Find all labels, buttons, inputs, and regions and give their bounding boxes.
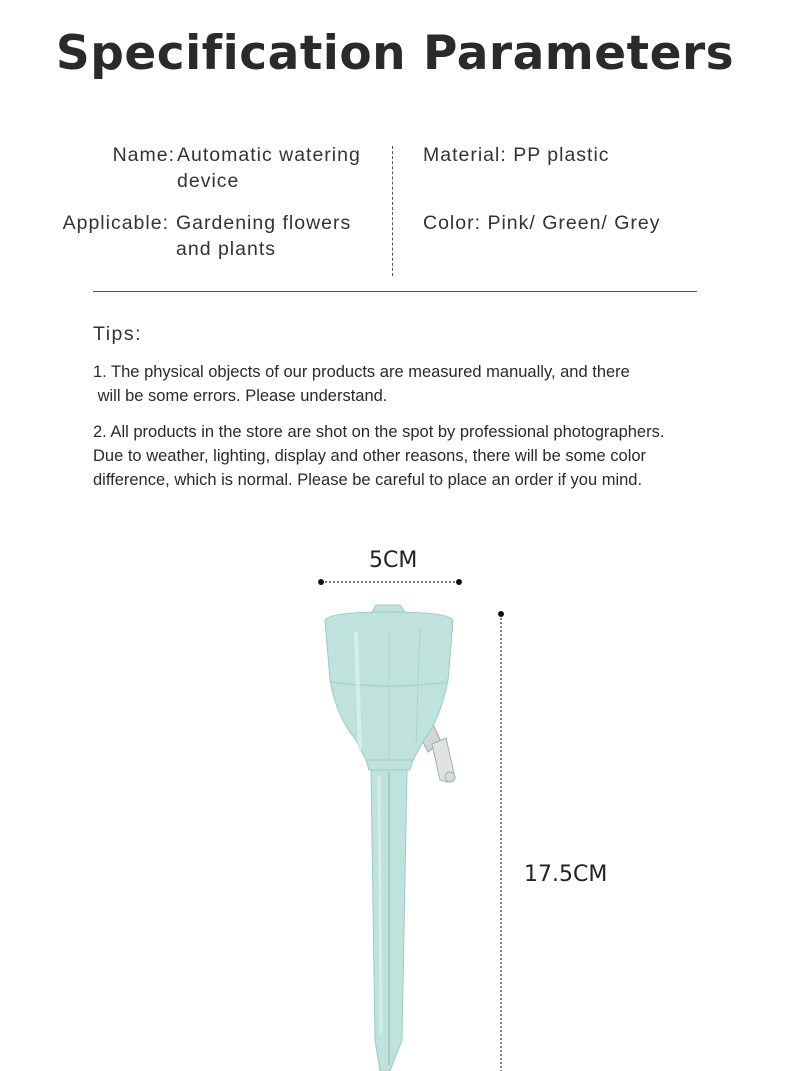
tip-1-line-2: will be some errors. Please understand. <box>93 387 388 405</box>
spec-material-value: PP plastic <box>513 144 610 166</box>
tip-1-line-1: 1. The physical objects of our products are measured manually, and there <box>93 363 630 381</box>
height-dimension-line <box>498 611 504 1071</box>
spec-applicable-key: Applicable: <box>62 212 169 234</box>
tip-2-line-1: 2. All products in the store are shot on the spot by professional photographers. <box>93 423 665 441</box>
width-label: 5CM <box>369 548 418 573</box>
spec-material-key: Material: <box>423 144 507 166</box>
tips-heading: Tips: <box>93 323 143 345</box>
watering-spike <box>325 605 455 1071</box>
width-dimension-line <box>318 579 462 585</box>
tip-2-line-2: Due to weather, lighting, display and other reasons, there will be some color <box>93 447 647 465</box>
spec-name-key: Name: <box>112 144 175 166</box>
page-title: Specification Parameters <box>55 26 735 81</box>
spec-name-value-2: device <box>177 170 240 192</box>
spec-applicable-value-2: and plants <box>176 238 276 260</box>
spec-color-key: Color: <box>423 212 482 234</box>
tip-2-line-3: difference, which is normal. Please be careful to place an order if you mind. <box>93 471 643 489</box>
spec-name-value-1: Automatic watering <box>177 144 361 166</box>
spec-color-value: Pink/ Green/ Grey <box>487 212 661 234</box>
spec-applicable-value-1: Gardening flowers <box>176 212 352 234</box>
height-label: 17.5CM <box>524 862 608 887</box>
